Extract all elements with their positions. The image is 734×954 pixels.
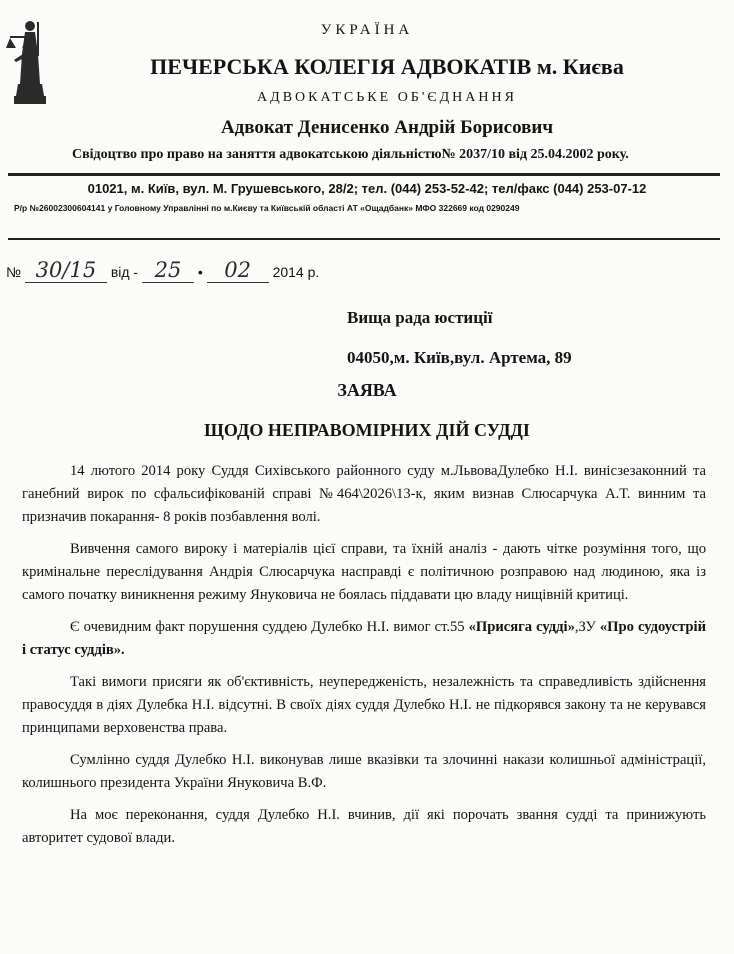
date-word: від xyxy=(110,264,130,280)
paragraph-5: Сумлінно суддя Дулебко Н.І. виконував лише вказівки та злочинні накази колишньої адміністрації, колишнього президента України Януковича В.Ф. xyxy=(22,752,706,791)
document-body xyxy=(22,460,706,859)
paragraph-3 xyxy=(22,616,706,662)
law-reference: «Про судоустрій і статус суддів». xyxy=(22,619,707,658)
paragraph-3-join: ,ЗУ xyxy=(574,619,600,635)
outgoing-number: 30/15 xyxy=(25,258,107,283)
certificate-line: Свідоцтво про право на заняття адвокатською діяльністю№ 2037/10 від 25.04.2002 року. xyxy=(72,147,629,162)
association-name: АДВОКАТСЬКЕ ОБ'ЄДНАННЯ xyxy=(257,90,517,105)
date-day: 25 xyxy=(142,258,194,283)
document-title: ЗАЯВА xyxy=(337,380,397,400)
bank-details: Р/р №26002300604141 у Головному Управлінні по м.Києву та Київській області АТ «Ощадбанк» МФО 322669 код 0290249 xyxy=(14,203,520,213)
header-divider-bottom xyxy=(8,238,720,240)
document-subtitle: ЩОДО НЕПРАВОМІРНИХ ДІЙ СУДДІ xyxy=(204,420,530,440)
number-prefix: № xyxy=(6,264,22,280)
contact-address: 01021, м. Київ, вул. М. Грушевського, 28/2; тел. (044) 253-52-42; тел/факс (044) 253-07-12 xyxy=(87,181,647,196)
recipient-address: 04050,м. Київ,вул. Артема, 89 xyxy=(347,348,572,367)
paragraph-4: Такі вимоги присяги як об'єктивність, неупередженість, незалежність та справедливість здійснення правосуддя в діях Дулебка Н.І. відсутні. В своїх діях суддя Дулебко Н.І. не підкорявся закону та не керувався принципами верховенства права. xyxy=(22,674,706,736)
country-heading: УКРАЇНА xyxy=(320,22,414,38)
oath-reference: «Присяга судді» xyxy=(468,619,575,635)
header-divider-top xyxy=(8,173,720,176)
college-name: ПЕЧЕРСЬКА КОЛЕГІЯ АДВОКАТІВ м. Києва xyxy=(150,54,624,79)
registration-line: № 30/15 від - 25 • 02 2014 р. xyxy=(6,258,320,282)
date-month: 02 xyxy=(207,258,269,283)
paragraph-3-text: Є очевидним факт порушення суддею Дулебко Н.І. вимог ст.55 xyxy=(70,619,469,635)
paragraph-2: Вивчення самого вироку і матеріалів цієї справи, та їхній аналіз - дають чітке розуміння того, що кримінальне переслідування Андрія Слюсарчука насправді є політичною розправою над людиною, яка із самого початку виникнення режиму Януковича не боялась піддавати цю владу нищівній критиці. xyxy=(22,541,706,603)
date-year: 2014 р. xyxy=(272,264,320,280)
paragraph-1: 14 лютого 2014 року Суддя Сихівського районного суду м.ЛьвоваДулебко Н.І. винісзезаконний та ганебний вирок по сфальсифікованій справі №464\2026\13-к, яким визнав Слюсарчука А.Т. винним та призначив покарання- 8 років позбавлення волі. xyxy=(22,463,706,525)
paragraph-6: На моє переконання, суддя Дулебко Н.І. вчинив, дії які порочать звання судді та принижують авторитет судової влади. xyxy=(22,807,706,846)
recipient-name: Вища рада юстиції xyxy=(347,308,493,327)
lawyer-name: Адвокат Денисенко Андрій Борисович xyxy=(220,117,554,138)
recipient-block xyxy=(347,298,572,378)
